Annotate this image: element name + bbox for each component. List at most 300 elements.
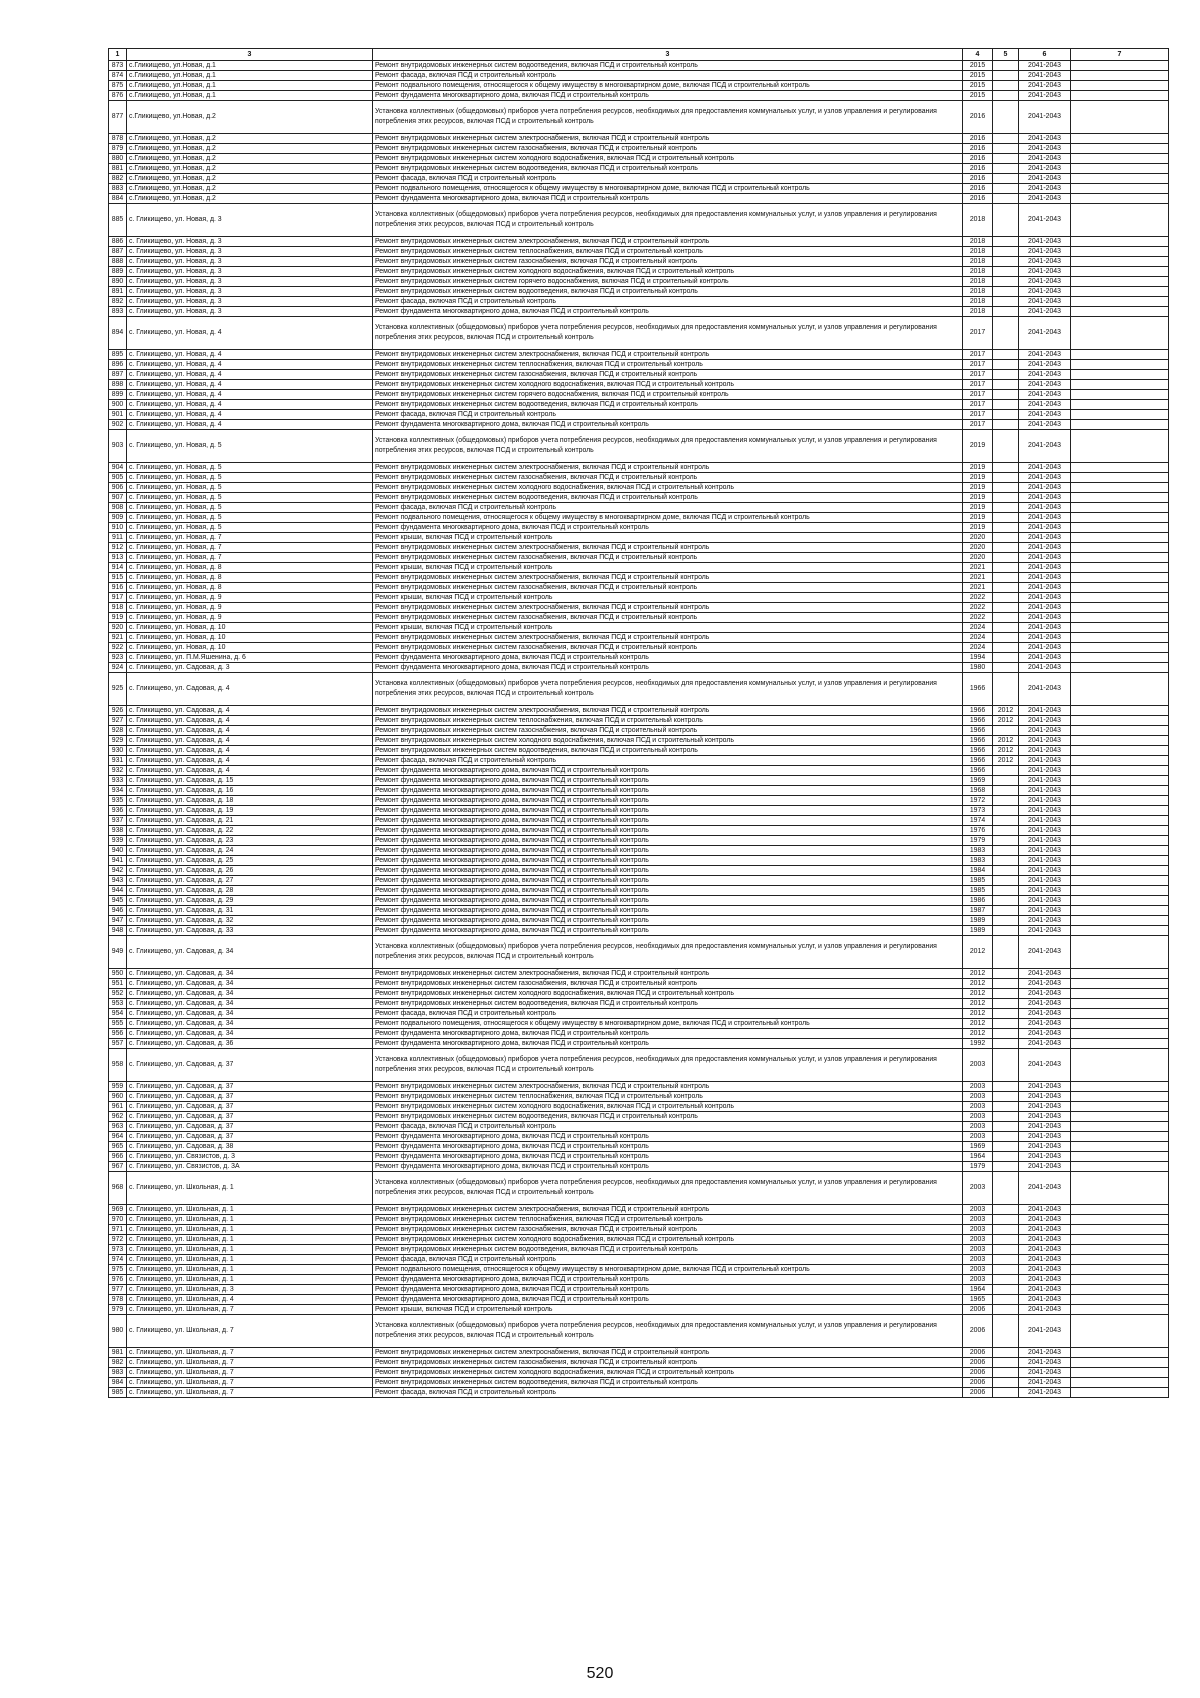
cell-address: с. Гликищево, ул. Садовая, д. 4 — [127, 746, 373, 756]
cell-last-repair-year — [993, 726, 1019, 736]
cell-build-year: 2006 — [963, 1358, 993, 1368]
cell-planned-period: 2041-2043 — [1019, 1132, 1071, 1142]
cell-row-number: 894 — [109, 317, 127, 350]
cell-build-year: 2003 — [963, 1132, 993, 1142]
table-row — [109, 916, 1169, 926]
cell-work-description: Ремонт фундамента многоквартирного дома, включая ПСД и строительный контроль — [373, 926, 963, 936]
table-row — [109, 360, 1169, 370]
cell-address: с. Гликищево, ул. Новая, д. 5 — [127, 473, 373, 483]
table-row — [109, 573, 1169, 583]
cell-note — [1071, 1265, 1169, 1275]
cell-row-number: 944 — [109, 886, 127, 896]
cell-address: с. Гликищево, ул. Школьная, д. 1 — [127, 1265, 373, 1275]
cell-work-description: Ремонт внутридомовых инженерных систем холодного водоснабжения, включая ПСД и строительный контроль — [373, 483, 963, 493]
cell-row-number: 929 — [109, 736, 127, 746]
cell-address: с.Гликищево, ул.Новая, д.2 — [127, 154, 373, 164]
cell-address: с. Гликищево, ул. Садовая, д. 3 — [127, 663, 373, 673]
cell-build-year: 2017 — [963, 317, 993, 350]
cell-work-description: Ремонт фасада, включая ПСД и строительный контроль — [373, 1122, 963, 1132]
cell-address: с. Гликищево, ул. Школьная, д. 1 — [127, 1225, 373, 1235]
cell-row-number: 962 — [109, 1112, 127, 1122]
cell-note — [1071, 1132, 1169, 1142]
cell-build-year: 2003 — [963, 1172, 993, 1205]
cell-build-year: 2006 — [963, 1315, 993, 1348]
cell-build-year: 2024 — [963, 623, 993, 633]
table-row — [109, 846, 1169, 856]
cell-address: с. Гликищево, ул. Новая, д. 4 — [127, 380, 373, 390]
cell-planned-period: 2041-2043 — [1019, 936, 1071, 969]
cell-build-year: 2012 — [963, 1029, 993, 1039]
cell-build-year: 1966 — [963, 756, 993, 766]
cell-planned-period: 2041-2043 — [1019, 826, 1071, 836]
cell-work-description: Ремонт фундамента многоквартирного дома, включая ПСД и строительный контроль — [373, 1152, 963, 1162]
cell-address: с.Гликищево, ул.Новая, д.2 — [127, 184, 373, 194]
cell-row-number: 960 — [109, 1092, 127, 1102]
table-row — [109, 1009, 1169, 1019]
cell-planned-period: 2041-2043 — [1019, 164, 1071, 174]
cell-planned-period: 2041-2043 — [1019, 716, 1071, 726]
table-row — [109, 726, 1169, 736]
cell-build-year: 1964 — [963, 1285, 993, 1295]
cell-work-description: Ремонт внутридомовых инженерных систем водоотведения, включая ПСД и строительный контроль — [373, 999, 963, 1009]
cell-row-number: 983 — [109, 1368, 127, 1378]
cell-planned-period: 2041-2043 — [1019, 493, 1071, 503]
cell-address: с.Гликищево, ул.Новая, д.1 — [127, 91, 373, 101]
cell-last-repair-year — [993, 1378, 1019, 1388]
cell-planned-period: 2041-2043 — [1019, 533, 1071, 543]
cell-planned-period: 2041-2043 — [1019, 1358, 1071, 1368]
cell-note — [1071, 836, 1169, 846]
cell-address: с. Гликищево, ул. Новая, д. 5 — [127, 503, 373, 513]
cell-address: с. Гликищево, ул. Новая, д. 3 — [127, 297, 373, 307]
table-row — [109, 204, 1169, 237]
table-row — [109, 144, 1169, 154]
cell-planned-period: 2041-2043 — [1019, 1039, 1071, 1049]
cell-row-number: 961 — [109, 1102, 127, 1112]
cell-row-number: 930 — [109, 746, 127, 756]
cell-last-repair-year — [993, 1205, 1019, 1215]
cell-note — [1071, 1172, 1169, 1205]
cell-last-repair-year — [993, 1275, 1019, 1285]
cell-build-year: 2015 — [963, 81, 993, 91]
cell-row-number: 882 — [109, 174, 127, 184]
cell-note — [1071, 1368, 1169, 1378]
cell-row-number: 891 — [109, 287, 127, 297]
cell-work-description: Ремонт фундамента многоквартирного дома, включая ПСД и строительный контроль — [373, 91, 963, 101]
cell-build-year: 1987 — [963, 906, 993, 916]
cell-build-year: 2003 — [963, 1082, 993, 1092]
cell-work-description: Ремонт внутридомовых инженерных систем водоотведения, включая ПСД и строительный контроль — [373, 1112, 963, 1122]
cell-work-description: Ремонт внутридомовых инженерных систем электроснабжения, включая ПСД и строительный контроль — [373, 573, 963, 583]
table-row — [109, 91, 1169, 101]
cell-note — [1071, 856, 1169, 866]
cell-note — [1071, 277, 1169, 287]
cell-address: с. Гликищево, ул. Новая, д. 3 — [127, 247, 373, 257]
cell-work-description: Ремонт фундамента многоквартирного дома, включая ПСД и строительный контроль — [373, 906, 963, 916]
cell-work-description: Ремонт внутридомовых инженерных систем газоснабжения, включая ПСД и строительный контроль — [373, 553, 963, 563]
cell-address: с. Гликищево, ул. Садовая, д. 34 — [127, 999, 373, 1009]
cell-row-number: 900 — [109, 400, 127, 410]
cell-address: с. Гликищево, ул. Новая, д. 3 — [127, 267, 373, 277]
cell-last-repair-year — [993, 846, 1019, 856]
cell-build-year: 2019 — [963, 493, 993, 503]
cell-row-number: 902 — [109, 420, 127, 430]
cell-planned-period: 2041-2043 — [1019, 503, 1071, 513]
table-row — [109, 380, 1169, 390]
cell-build-year: 1979 — [963, 836, 993, 846]
cell-note — [1071, 194, 1169, 204]
cell-last-repair-year — [993, 543, 1019, 553]
cell-planned-period: 2041-2043 — [1019, 1235, 1071, 1245]
cell-note — [1071, 563, 1169, 573]
table-row — [109, 1039, 1169, 1049]
cell-planned-period: 2041-2043 — [1019, 583, 1071, 593]
cell-work-description: Ремонт крыши, включая ПСД и строительный контроль — [373, 563, 963, 573]
cell-build-year: 2016 — [963, 154, 993, 164]
cell-last-repair-year — [993, 1102, 1019, 1112]
cell-work-description: Ремонт внутридомовых инженерных систем электроснабжения, включая ПСД и строительный контроль — [373, 706, 963, 716]
cell-planned-period: 2041-2043 — [1019, 420, 1071, 430]
cell-build-year: 2018 — [963, 247, 993, 257]
cell-row-number: 876 — [109, 91, 127, 101]
table-row — [109, 277, 1169, 287]
cell-build-year: 1969 — [963, 776, 993, 786]
cell-row-number: 874 — [109, 71, 127, 81]
cell-planned-period: 2041-2043 — [1019, 736, 1071, 746]
cell-note — [1071, 706, 1169, 716]
cell-planned-period: 2041-2043 — [1019, 523, 1071, 533]
cell-note — [1071, 886, 1169, 896]
cell-planned-period: 2041-2043 — [1019, 360, 1071, 370]
cell-work-description: Установка коллективных (общедомовых) приборов учета потребления ресурсов, необходимых для предоставления коммунальных услуг, и узлов управления и регулирования потребления этих ресурсов, включая ПСД и строительный контроль — [373, 317, 963, 350]
cell-work-description: Ремонт фундамента многоквартирного дома, включая ПСД и строительный контроль — [373, 1039, 963, 1049]
cell-build-year: 2019 — [963, 513, 993, 523]
cell-row-number: 873 — [109, 61, 127, 71]
cell-row-number: 914 — [109, 563, 127, 573]
cell-note — [1071, 463, 1169, 473]
cell-row-number: 956 — [109, 1029, 127, 1039]
cell-last-repair-year — [993, 1348, 1019, 1358]
cell-last-repair-year — [993, 573, 1019, 583]
cell-planned-period: 2041-2043 — [1019, 237, 1071, 247]
cell-row-number: 982 — [109, 1358, 127, 1368]
cell-build-year: 1966 — [963, 736, 993, 746]
cell-address: с. Гликищево, ул. Новая, д. 5 — [127, 513, 373, 523]
table-row — [109, 1102, 1169, 1112]
cell-note — [1071, 906, 1169, 916]
table-row — [109, 483, 1169, 493]
cell-note — [1071, 866, 1169, 876]
cell-planned-period: 2041-2043 — [1019, 563, 1071, 573]
cell-last-repair-year — [993, 237, 1019, 247]
cell-row-number: 954 — [109, 1009, 127, 1019]
cell-build-year: 1983 — [963, 846, 993, 856]
cell-row-number: 895 — [109, 350, 127, 360]
cell-note — [1071, 390, 1169, 400]
cell-planned-period: 2041-2043 — [1019, 1245, 1071, 1255]
cell-last-repair-year — [993, 1255, 1019, 1265]
cell-row-number: 927 — [109, 716, 127, 726]
cell-build-year: 1976 — [963, 826, 993, 836]
table-row — [109, 926, 1169, 936]
cell-note — [1071, 826, 1169, 836]
cell-last-repair-year: 2012 — [993, 716, 1019, 726]
cell-row-number: 941 — [109, 856, 127, 866]
cell-planned-period: 2041-2043 — [1019, 816, 1071, 826]
cell-row-number: 877 — [109, 101, 127, 134]
cell-address: с.Гликищево, ул.Новая, д.2 — [127, 144, 373, 154]
cell-last-repair-year — [993, 101, 1019, 134]
table-row — [109, 267, 1169, 277]
cell-work-description: Ремонт внутридомовых инженерных систем электроснабжения, включая ПСД и строительный контроль — [373, 1348, 963, 1358]
table-row — [109, 836, 1169, 846]
cell-address: с.Гликищево, ул.Новая, д.2 — [127, 164, 373, 174]
cell-address: с. Гликищево, ул. Связистов, д. 3 — [127, 1152, 373, 1162]
cell-build-year: 2018 — [963, 277, 993, 287]
cell-work-description: Ремонт фундамента многоквартирного дома, включая ПСД и строительный контроль — [373, 886, 963, 896]
cell-note — [1071, 633, 1169, 643]
cell-build-year: 2012 — [963, 936, 993, 969]
cell-build-year: 1985 — [963, 886, 993, 896]
cell-last-repair-year — [993, 1122, 1019, 1132]
cell-note — [1071, 1205, 1169, 1215]
cell-planned-period: 2041-2043 — [1019, 91, 1071, 101]
cell-row-number: 905 — [109, 473, 127, 483]
cell-work-description: Ремонт внутридомовых инженерных систем водоотведения, включая ПСД и строительный контроль — [373, 61, 963, 71]
cell-last-repair-year — [993, 390, 1019, 400]
table-row — [109, 1225, 1169, 1235]
table-row — [109, 1215, 1169, 1225]
cell-address: с. Гликищево, ул. Новая, д. 9 — [127, 593, 373, 603]
table-row — [109, 307, 1169, 317]
cell-note — [1071, 317, 1169, 350]
table-row — [109, 533, 1169, 543]
cell-row-number: 904 — [109, 463, 127, 473]
cell-row-number: 934 — [109, 786, 127, 796]
cell-row-number: 918 — [109, 603, 127, 613]
cell-row-number: 915 — [109, 573, 127, 583]
cell-planned-period: 2041-2043 — [1019, 856, 1071, 866]
cell-build-year: 2020 — [963, 553, 993, 563]
header-col-5: 5 — [993, 49, 1019, 61]
cell-address: с. Гликищево, ул. Садовая, д. 4 — [127, 756, 373, 766]
cell-row-number: 949 — [109, 936, 127, 969]
cell-row-number: 880 — [109, 154, 127, 164]
cell-work-description: Ремонт внутридомовых инженерных систем холодного водоснабжения, включая ПСД и строительный контроль — [373, 1368, 963, 1378]
cell-build-year: 2012 — [963, 1009, 993, 1019]
cell-planned-period: 2041-2043 — [1019, 247, 1071, 257]
cell-planned-period: 2041-2043 — [1019, 663, 1071, 673]
cell-last-repair-year — [993, 673, 1019, 706]
cell-build-year: 1964 — [963, 1152, 993, 1162]
cell-planned-period: 2041-2043 — [1019, 673, 1071, 706]
cell-note — [1071, 989, 1169, 999]
cell-address: с. Гликищево, ул. Школьная, д. 7 — [127, 1315, 373, 1348]
cell-row-number: 978 — [109, 1295, 127, 1305]
cell-address: с. Гликищево, ул. Связистов, д. 3А — [127, 1162, 373, 1172]
table-row — [109, 350, 1169, 360]
cell-work-description: Ремонт фундамента многоквартирного дома, включая ПСД и строительный контроль — [373, 876, 963, 886]
cell-work-description: Ремонт внутридомовых инженерных систем теплоснабжения, включая ПСД и строительный контроль — [373, 360, 963, 370]
cell-planned-period: 2041-2043 — [1019, 410, 1071, 420]
cell-build-year: 1965 — [963, 1295, 993, 1305]
cell-row-number: 922 — [109, 643, 127, 653]
cell-address: с. Гликищево, ул. Новая, д. 10 — [127, 623, 373, 633]
cell-address: с. Гликищево, ул. Новая, д. 5 — [127, 430, 373, 463]
cell-work-description: Ремонт фундамента многоквартирного дома, включая ПСД и строительный контроль — [373, 307, 963, 317]
cell-note — [1071, 1295, 1169, 1305]
cell-work-description: Ремонт внутридомовых инженерных систем теплоснабжения, включая ПСД и строительный контроль — [373, 1092, 963, 1102]
cell-planned-period: 2041-2043 — [1019, 134, 1071, 144]
cell-row-number: 963 — [109, 1122, 127, 1132]
cell-work-description: Ремонт внутридомовых инженерных систем горячего водоснабжения, включая ПСД и строительный контроль — [373, 277, 963, 287]
cell-build-year: 2017 — [963, 390, 993, 400]
cell-build-year: 2017 — [963, 350, 993, 360]
cell-build-year: 2016 — [963, 134, 993, 144]
cell-note — [1071, 257, 1169, 267]
cell-address: с. Гликищево, ул. Садовая, д. 36 — [127, 1039, 373, 1049]
cell-last-repair-year — [993, 776, 1019, 786]
cell-note — [1071, 81, 1169, 91]
cell-address: с. Гликищево, ул. Садовая, д. 34 — [127, 989, 373, 999]
cell-row-number: 885 — [109, 204, 127, 237]
cell-address: с. Гликищево, ул. Школьная, д. 1 — [127, 1215, 373, 1225]
cell-address: с. Гликищево, ул. Садовая, д. 26 — [127, 866, 373, 876]
cell-build-year: 2012 — [963, 979, 993, 989]
cell-row-number: 920 — [109, 623, 127, 633]
table-row — [109, 164, 1169, 174]
cell-row-number: 971 — [109, 1225, 127, 1235]
cell-work-description: Ремонт внутридомовых инженерных систем водоотведения, включая ПСД и строительный контроль — [373, 746, 963, 756]
cell-build-year: 1979 — [963, 1162, 993, 1172]
cell-address: с. Гликищево, ул. Новая, д. 4 — [127, 360, 373, 370]
cell-last-repair-year — [993, 796, 1019, 806]
cell-build-year: 2024 — [963, 643, 993, 653]
cell-last-repair-year — [993, 766, 1019, 776]
cell-last-repair-year — [993, 603, 1019, 613]
cell-planned-period: 2041-2043 — [1019, 896, 1071, 906]
cell-row-number: 938 — [109, 826, 127, 836]
table-row — [109, 257, 1169, 267]
cell-planned-period: 2041-2043 — [1019, 776, 1071, 786]
cell-last-repair-year — [993, 999, 1019, 1009]
cell-build-year: 2003 — [963, 1092, 993, 1102]
cell-address: с. Гликищево, ул. Школьная, д. 1 — [127, 1255, 373, 1265]
table-row — [109, 563, 1169, 573]
cell-planned-period: 2041-2043 — [1019, 593, 1071, 603]
cell-address: с.Гликищево, ул.Новая, д.2 — [127, 174, 373, 184]
cell-note — [1071, 716, 1169, 726]
cell-build-year: 2016 — [963, 101, 993, 134]
cell-note — [1071, 247, 1169, 257]
cell-work-description: Установка коллективных (общедомовых) приборов учета потребления ресурсов, необходимых для предоставления коммунальных услуг, и узлов управления и регулирования потребления этих ресурсов, включая ПСД и строительный контроль — [373, 1049, 963, 1082]
cell-planned-period: 2041-2043 — [1019, 1348, 1071, 1358]
cell-address: с. Гликищево, ул. Новая, д. 10 — [127, 633, 373, 643]
cell-build-year: 2024 — [963, 633, 993, 643]
cell-build-year: 2016 — [963, 174, 993, 184]
cell-build-year: 2003 — [963, 1112, 993, 1122]
cell-build-year: 2003 — [963, 1255, 993, 1265]
cell-row-number: 912 — [109, 543, 127, 553]
cell-build-year: 1966 — [963, 726, 993, 736]
cell-note — [1071, 746, 1169, 756]
cell-row-number: 966 — [109, 1152, 127, 1162]
cell-address: с. Гликищево, ул. Школьная, д. 1 — [127, 1245, 373, 1255]
cell-row-number: 937 — [109, 816, 127, 826]
cell-build-year: 1968 — [963, 786, 993, 796]
cell-last-repair-year — [993, 1265, 1019, 1275]
cell-address: с. Гликищево, ул. Школьная, д. 1 — [127, 1275, 373, 1285]
cell-row-number: 970 — [109, 1215, 127, 1225]
cell-row-number: 913 — [109, 553, 127, 563]
cell-note — [1071, 350, 1169, 360]
table-row — [109, 1132, 1169, 1142]
cell-planned-period: 2041-2043 — [1019, 473, 1071, 483]
cell-last-repair-year — [993, 1019, 1019, 1029]
cell-work-description: Ремонт фундамента многоквартирного дома, включая ПСД и строительный контроль — [373, 866, 963, 876]
cell-address: с. Гликищево, ул. Новая, д. 3 — [127, 237, 373, 247]
cell-note — [1071, 726, 1169, 736]
cell-row-number: 964 — [109, 1132, 127, 1142]
cell-address: с. Гликищево, ул. Садовая, д. 24 — [127, 846, 373, 856]
cell-row-number: 917 — [109, 593, 127, 603]
cell-build-year: 2006 — [963, 1305, 993, 1315]
cell-address: с. Гликищево, ул. Садовая, д. 34 — [127, 1019, 373, 1029]
cell-work-description: Ремонт фундамента многоквартирного дома, включая ПСД и строительный контроль — [373, 1132, 963, 1142]
table-row — [109, 287, 1169, 297]
cell-note — [1071, 553, 1169, 563]
cell-build-year: 2018 — [963, 257, 993, 267]
cell-build-year: 1989 — [963, 916, 993, 926]
cell-last-repair-year — [993, 277, 1019, 287]
cell-planned-period: 2041-2043 — [1019, 1295, 1071, 1305]
table-row — [109, 906, 1169, 916]
cell-last-repair-year — [993, 936, 1019, 969]
table-row — [109, 1235, 1169, 1245]
cell-planned-period: 2041-2043 — [1019, 1388, 1071, 1398]
cell-work-description: Ремонт внутридомовых инженерных систем холодного водоснабжения, включая ПСД и строительный контроль — [373, 736, 963, 746]
cell-build-year: 2018 — [963, 297, 993, 307]
cell-last-repair-year — [993, 786, 1019, 796]
cell-row-number: 875 — [109, 81, 127, 91]
cell-work-description: Ремонт фундамента многоквартирного дома, включая ПСД и строительный контроль — [373, 1295, 963, 1305]
cell-last-repair-year — [993, 247, 1019, 257]
cell-build-year: 2018 — [963, 287, 993, 297]
cell-address: с. Гликищево, ул. Новая, д. 4 — [127, 370, 373, 380]
cell-address: с. Гликищево, ул. Садовая, д. 33 — [127, 926, 373, 936]
table-row — [109, 633, 1169, 643]
cell-work-description: Ремонт фундамента многоквартирного дома, включая ПСД и строительный контроль — [373, 836, 963, 846]
cell-last-repair-year — [993, 1049, 1019, 1082]
cell-note — [1071, 999, 1169, 1009]
cell-planned-period: 2041-2043 — [1019, 726, 1071, 736]
cell-planned-period: 2041-2043 — [1019, 463, 1071, 473]
cell-note — [1071, 1245, 1169, 1255]
cell-build-year: 2019 — [963, 463, 993, 473]
cell-note — [1071, 916, 1169, 926]
cell-work-description: Ремонт внутридомовых инженерных систем электроснабжения, включая ПСД и строительный контроль — [373, 350, 963, 360]
cell-address: с. Гликищево, ул. Школьная, д. 7 — [127, 1378, 373, 1388]
cell-last-repair-year — [993, 1162, 1019, 1172]
cell-planned-period: 2041-2043 — [1019, 1162, 1071, 1172]
table-row — [109, 663, 1169, 673]
cell-address: с. Гликищево, ул. Садовая, д. 28 — [127, 886, 373, 896]
cell-note — [1071, 816, 1169, 826]
cell-planned-period: 2041-2043 — [1019, 623, 1071, 633]
cell-note — [1071, 643, 1169, 653]
cell-work-description: Ремонт фасада, включая ПСД и строительный контроль — [373, 1255, 963, 1265]
cell-last-repair-year — [993, 1132, 1019, 1142]
